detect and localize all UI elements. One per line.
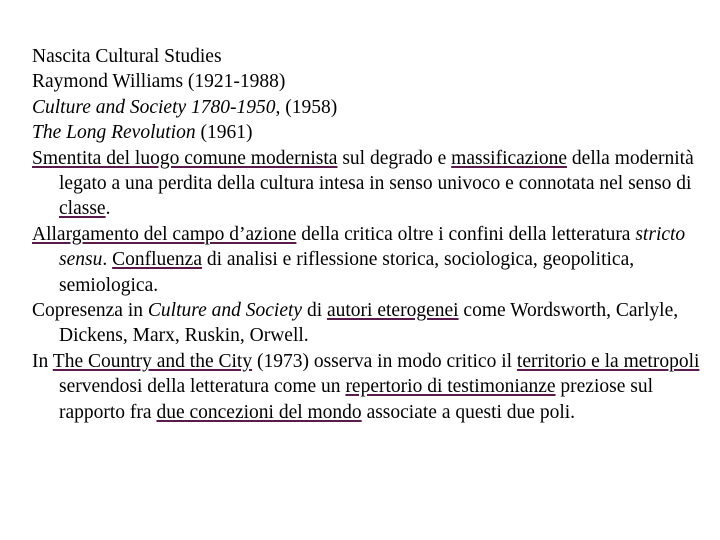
text-run: di analisi e riflessione storica, sociologica, geopolitica, semiologica. <box>59 249 635 296</box>
text-run: . <box>105 198 111 220</box>
heading-text: Nascita Cultural Studies <box>32 46 222 67</box>
text-run: . <box>102 249 113 271</box>
text-run: come Wordsworth, Carlyle, Dickens, Marx, Ruskin, Orwell. <box>59 300 679 347</box>
text-run: di <box>302 300 327 322</box>
paragraph-country-city <box>32 349 704 425</box>
paragraph-allargamento <box>32 222 704 298</box>
text-run: Copresenza in <box>32 300 148 322</box>
line-book-2 <box>32 120 704 145</box>
underlined-term: Smentita del luogo comune modernista <box>32 147 338 169</box>
text-run: preziose sul rapporto fra <box>59 376 654 423</box>
book-title: Culture and Society 1780-1950 <box>32 96 276 118</box>
line-author <box>32 69 704 94</box>
paragraph-copresenza <box>32 298 704 349</box>
text-run: della modernità legato a una perdita della cultura intesa in senso univoco e connotata nel senso di <box>59 147 694 195</box>
underlined-term: classe <box>59 198 106 220</box>
underlined-term: territorio e la metropoli <box>516 350 700 372</box>
text-run: (1973) osserva in modo critico il <box>252 350 517 372</box>
text-run: sul degrado e <box>337 147 452 169</box>
italic-term: stricto sensu <box>59 223 686 271</box>
text-run: In <box>32 350 53 372</box>
underlined-term: due concezioni del mondo <box>156 401 362 423</box>
text-run: associate a questi due poli. <box>361 401 576 423</box>
text-block <box>32 44 704 425</box>
underlined-term: repertorio di testimonianze <box>345 376 556 398</box>
line-title <box>32 44 704 69</box>
underlined-term: The Country and the City <box>52 350 253 372</box>
paragraph-smentita <box>32 146 704 222</box>
author-text: Raymond Williams (1921-1988) <box>32 71 286 93</box>
italic-term: Culture and Society <box>147 300 303 322</box>
underlined-term: autori eterogenei <box>326 300 459 322</box>
underlined-term: Allargamento del campo d’azione <box>32 223 297 245</box>
text-run: della critica oltre i confini della letteratura <box>296 223 636 245</box>
text-run: servendosi della letteratura come un <box>59 376 346 398</box>
book-year: (1961) <box>195 122 253 144</box>
underlined-term: massificazione <box>451 147 568 169</box>
underlined-term: Confluenza <box>112 249 202 271</box>
book-title: The Long Revolution <box>32 122 196 144</box>
line-book-1 <box>32 95 704 120</box>
book-year: , (1958) <box>275 96 338 118</box>
